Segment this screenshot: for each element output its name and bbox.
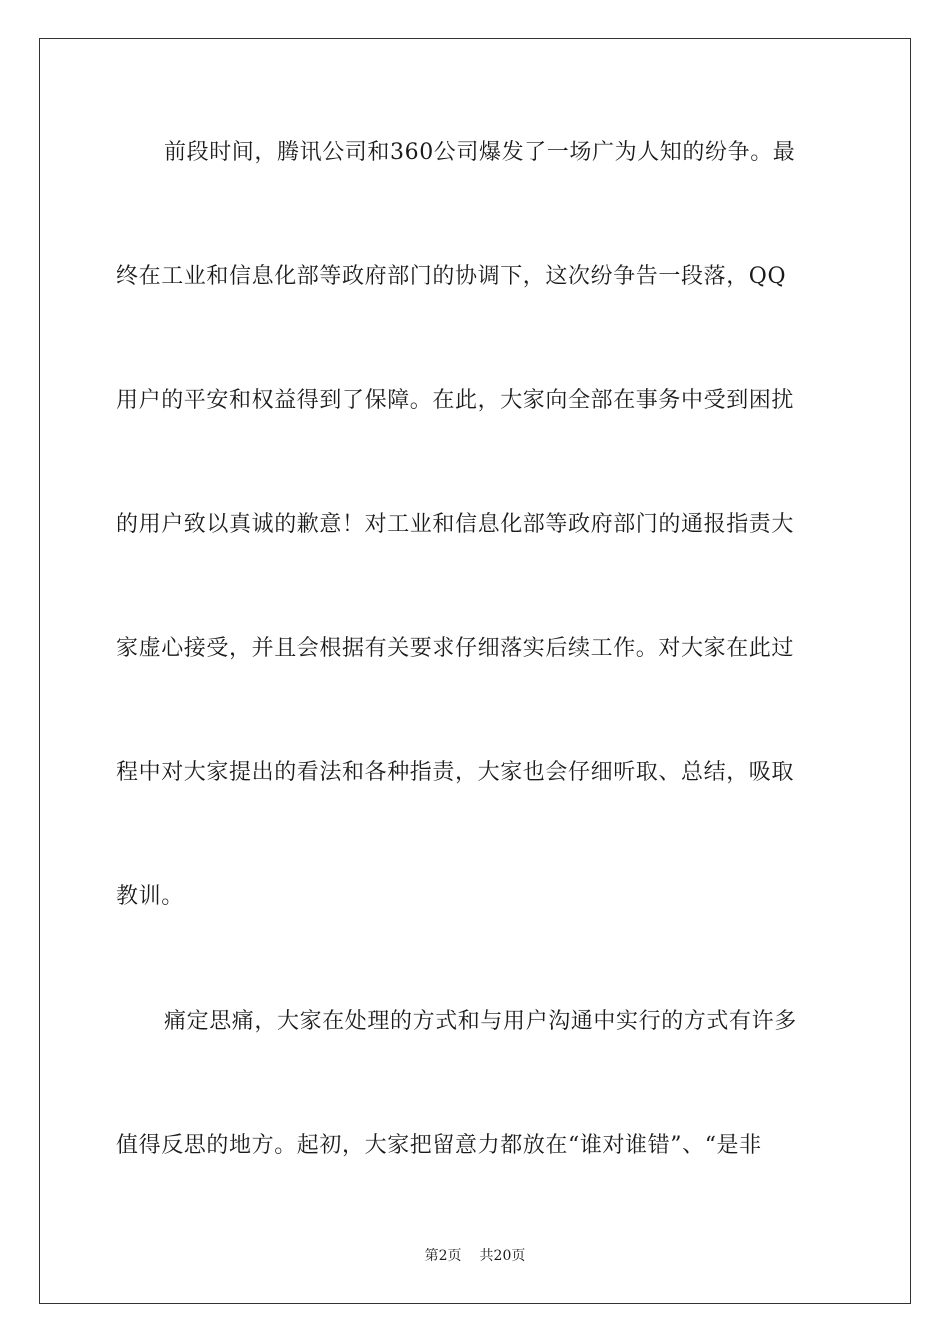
paragraph-2-line-2: 值得反思的地方。起初，大家把留意力都放在“谁对谁错”、“是非 <box>116 1133 762 1158</box>
paragraph-1-line-6: 程中对大家提出的看法和各种指责，大家也会仔细听取、总结，吸取 <box>116 760 795 785</box>
paragraph-1-line-4: 的用户致以真诚的歉意！对工业和信息化部等政府部门的通报指责大 <box>116 512 795 537</box>
paragraph-1-line-3: 用户的平安和权益得到了保障。在此，大家向全部在事务中受到困扰 <box>116 388 795 413</box>
page-number: 第2页 <box>424 1248 462 1264</box>
paragraph-1-line-5: 家虚心接受，并且会根据有关要求仔细落实后续工作。对大家在此过 <box>116 636 795 661</box>
page-total: 共20页 <box>479 1248 526 1264</box>
paragraph-1-line-2: 终在工业和信息化部等政府部门的协调下，这次纷争告一段落，QQ <box>116 264 787 289</box>
page-footer <box>0 1246 950 1266</box>
page-border <box>39 38 911 1304</box>
paragraph-1-line-7: 教训。 <box>116 884 184 909</box>
paragraph-1-line-1: 前段时间，腾讯公司和360公司爆发了一场广为人知的纷争。最 <box>164 140 796 165</box>
paragraph-2-line-1: 痛定思痛，大家在处理的方式和与用户沟通中实行的方式有许多 <box>164 1009 797 1034</box>
